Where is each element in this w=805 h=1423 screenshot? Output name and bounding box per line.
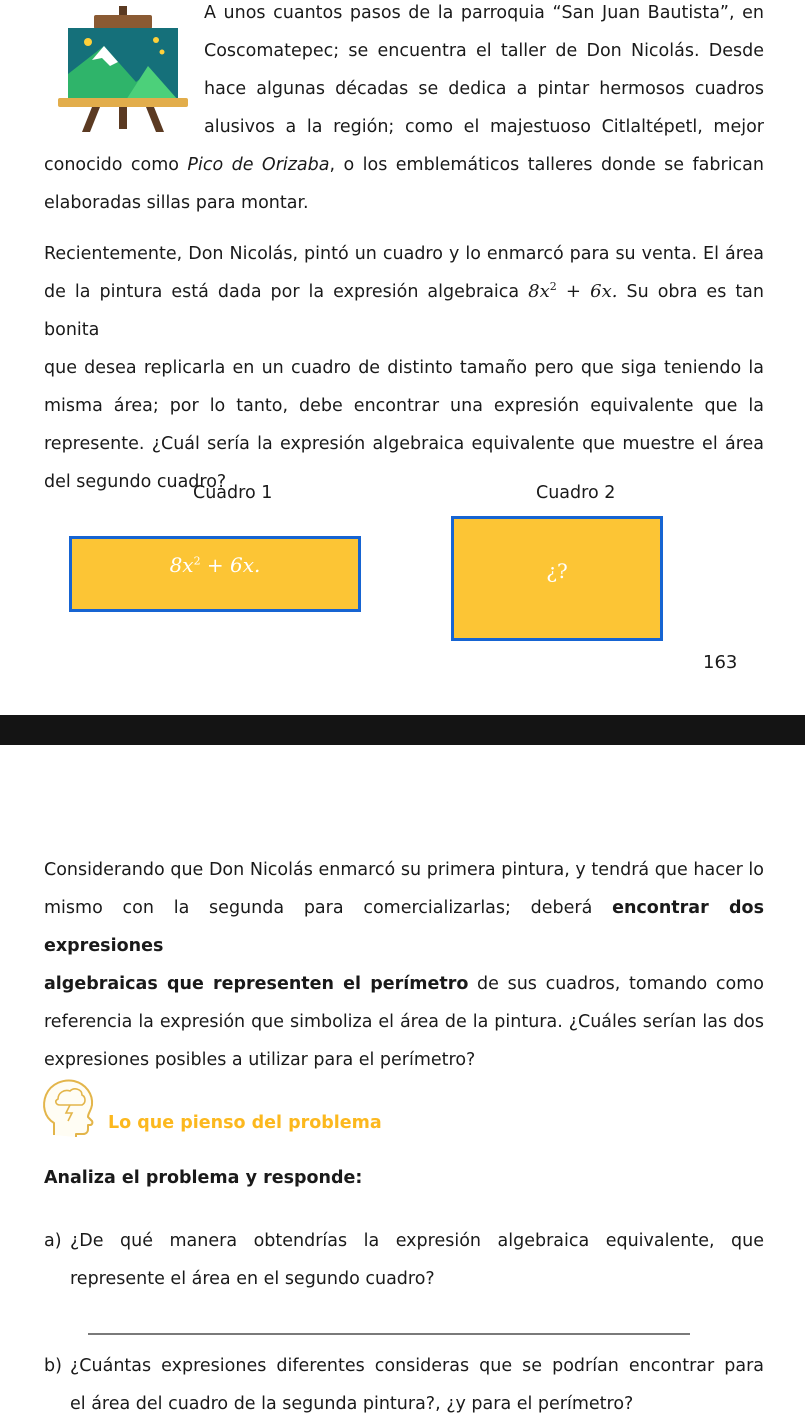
answer-line[interactable] [88,1333,690,1335]
section-heading: Lo que pienso del problema [108,1113,382,1133]
problem-line: que desea replicarla en un cuadro de distinto tamaño pero que siga teniendo la [44,358,764,378]
perimeter-line: Considerando que Don Nicolás enmarcó su primera pintura, y tendrá que hacer lo [44,860,764,880]
intro-line: A unos cuantos pasos de la parroquia “San Juan Bautista”, en [204,3,764,23]
pico-de-orizaba-text: Pico de Orizaba [187,155,330,175]
question-line: ¿Cuántas expresiones diferentes consideras que se podrían encontrar para [70,1356,764,1376]
cuadro2-caption: Cuadro 2 [536,483,616,503]
cuadro2-box [451,516,663,641]
question-b-body [70,1347,764,1423]
problem-paragraph [44,235,764,501]
perimeter-line: algebraicas que representen el perímetro de sus cuadros, tomando como [44,974,764,994]
intro-line: hace algunas décadas se dedica a pintar hermosos cuadros [204,79,764,99]
intro-line: Coscomatepec; se encuentra el taller de Don Nicolás. Desde [204,41,764,61]
analysis-title: Analiza el problema y responde: [44,1168,363,1188]
perimeter-paragraph [44,851,764,1079]
cuadro1-caption: Cuadro 1 [193,483,273,503]
page-number: 163 [703,652,738,673]
easel-painting-icon [56,4,190,134]
cuadro1-box [69,536,361,612]
problem-line: del segundo cuadro? [44,472,227,492]
intro-line: alusivos a la región; como el majestuoso Citlaltépetl, mejor [204,117,764,137]
thinking-head-icon [40,1077,96,1139]
problem-line: de la pintura está dada por la expresión algebraica $8x^2 + 6x$. Su obra es tan bonita [44,280,764,340]
question-a-marker: a) [44,1231,62,1251]
question-a [44,1222,764,1298]
cuadro1-expression: $8x^2 + 6x$. [169,553,261,577]
problem-line: Recientemente, Don Nicolás, pintó un cuadro y lo enmarcó para su venta. El área [44,244,764,264]
area-expression: $8x^2 + 6x$. [528,280,618,302]
question-line: el área del cuadro de la segunda pintura?, ¿y para el perímetro? [70,1394,634,1414]
question-line: represente el área en el segundo cuadro? [70,1269,435,1289]
intro-paragraph [204,0,764,146]
problem-line: represente. ¿Cuál sería la expresión algebraica equivalente que muestre el área [44,434,764,454]
page-separator [0,715,805,745]
problem-line: misma área; por lo tanto, debe encontrar una expresión equivalente que la [44,396,764,416]
intro-line: elaboradas sillas para montar. [44,193,309,213]
question-a-body [70,1222,764,1298]
intro-line: conocido como Pico de Orizaba, o los emblemáticos talleres donde se fabrican [44,155,764,175]
perimeter-line: expresiones posibles a utilizar para el perímetro? [44,1050,476,1070]
intro-paragraph-continued [44,146,764,222]
question-b [44,1347,764,1423]
question-b-marker: b) [44,1356,62,1376]
perimeter-line: referencia la expresión que simboliza el área de la pintura. ¿Cuáles serían las dos [44,1012,764,1032]
perimeter-line: mismo con la segunda para comercializarlas; deberá encontrar dos expresiones [44,898,764,956]
question-line: ¿De qué manera obtendrías la expresión algebraica equivalente, que [70,1231,764,1251]
cuadro2-question: ¿? [546,559,568,583]
